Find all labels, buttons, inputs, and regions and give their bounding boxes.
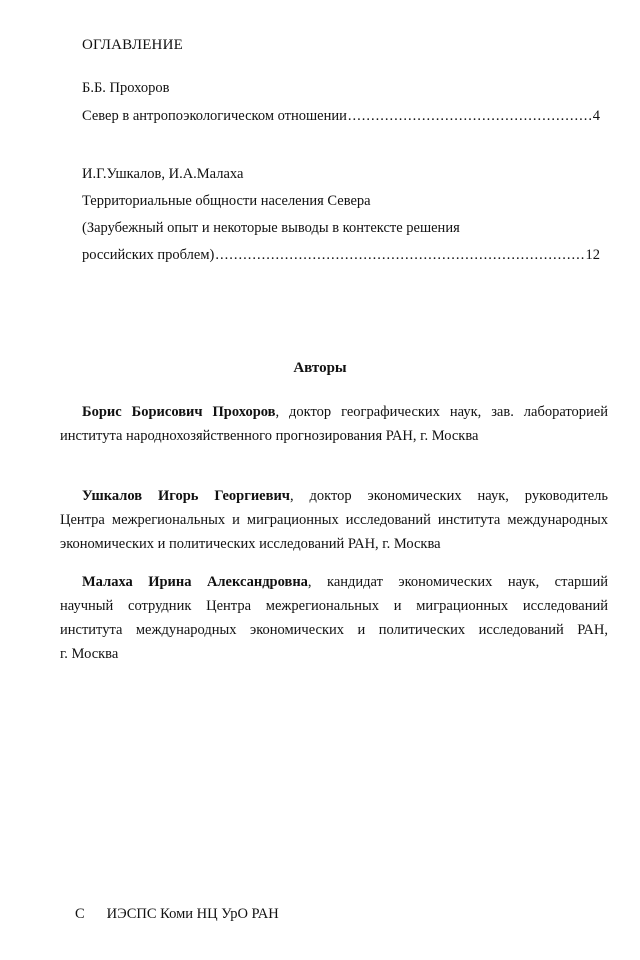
toc-entry-2-title-line-2: (Зарубежный опыт и некоторые выводы в контексте решения [82,220,460,236]
author-description: , доктор экономических наук, руководитель [289,488,608,504]
author-paragraph-line: института международных экономических и политических исследований РАН, [60,622,608,638]
author-paragraph-line: института народнохозяйственного прогнозирования РАН, г. Москва [60,428,479,444]
author-paragraph-ushkalov [60,484,608,556]
author-name: Малаха Ирина Александровна [82,574,308,590]
author-paragraph-line [60,570,608,594]
toc-entry-2-title-row[interactable] [82,246,600,264]
toc-leader-dots [215,246,584,264]
author-name: Борис Борисович Прохоров [82,404,276,420]
toc-entry-1-author: Б.Б. Прохоров [82,80,170,96]
author-description: , кандидат экономических наук, старший [307,574,608,590]
author-paragraph-line: экономических и политических исследований РАН, г. Москва [60,536,441,552]
toc-heading: ОГЛАВЛЕНИЕ [82,37,183,53]
toc-entry-2-author: И.Г.Ушкалов, И.А.Малаха [82,166,244,182]
copyright-organization: ИЭСПС Коми НЦ УрО РАН [106,906,279,922]
toc-entry-1-title-row[interactable] [82,107,600,125]
toc-leader-dots [348,107,592,125]
authors-heading: Авторы [293,360,347,376]
author-paragraph-prokhorov [60,400,608,448]
toc-entry-1-title: Север в антропоэкологическом отношении [82,108,347,124]
toc-entry-2-title-line-3: российских проблем) [82,247,215,263]
author-description: , доктор географических наук, зав. лабораторией [275,404,608,420]
toc-entry-2-page: 12 [585,247,600,263]
author-paragraph-line: г. Москва [60,646,119,662]
author-paragraph-malakha [60,570,608,666]
toc-entry-1-page: 4 [592,108,600,124]
copyright-symbol: С [75,906,85,922]
author-paragraph-line [60,484,608,508]
author-paragraph-line: Центра межрегиональных и миграционных исследований института международных [60,512,608,528]
author-paragraph-line: научный сотрудник Центра межрегиональных и миграционных исследований [60,598,608,614]
author-name: Ушкалов Игорь Георгиевич [82,488,290,504]
copyright-footer [75,906,279,923]
author-paragraph-line [60,400,608,424]
toc-entry-2-title-line-1: Территориальные общности населения Севера [82,193,371,209]
